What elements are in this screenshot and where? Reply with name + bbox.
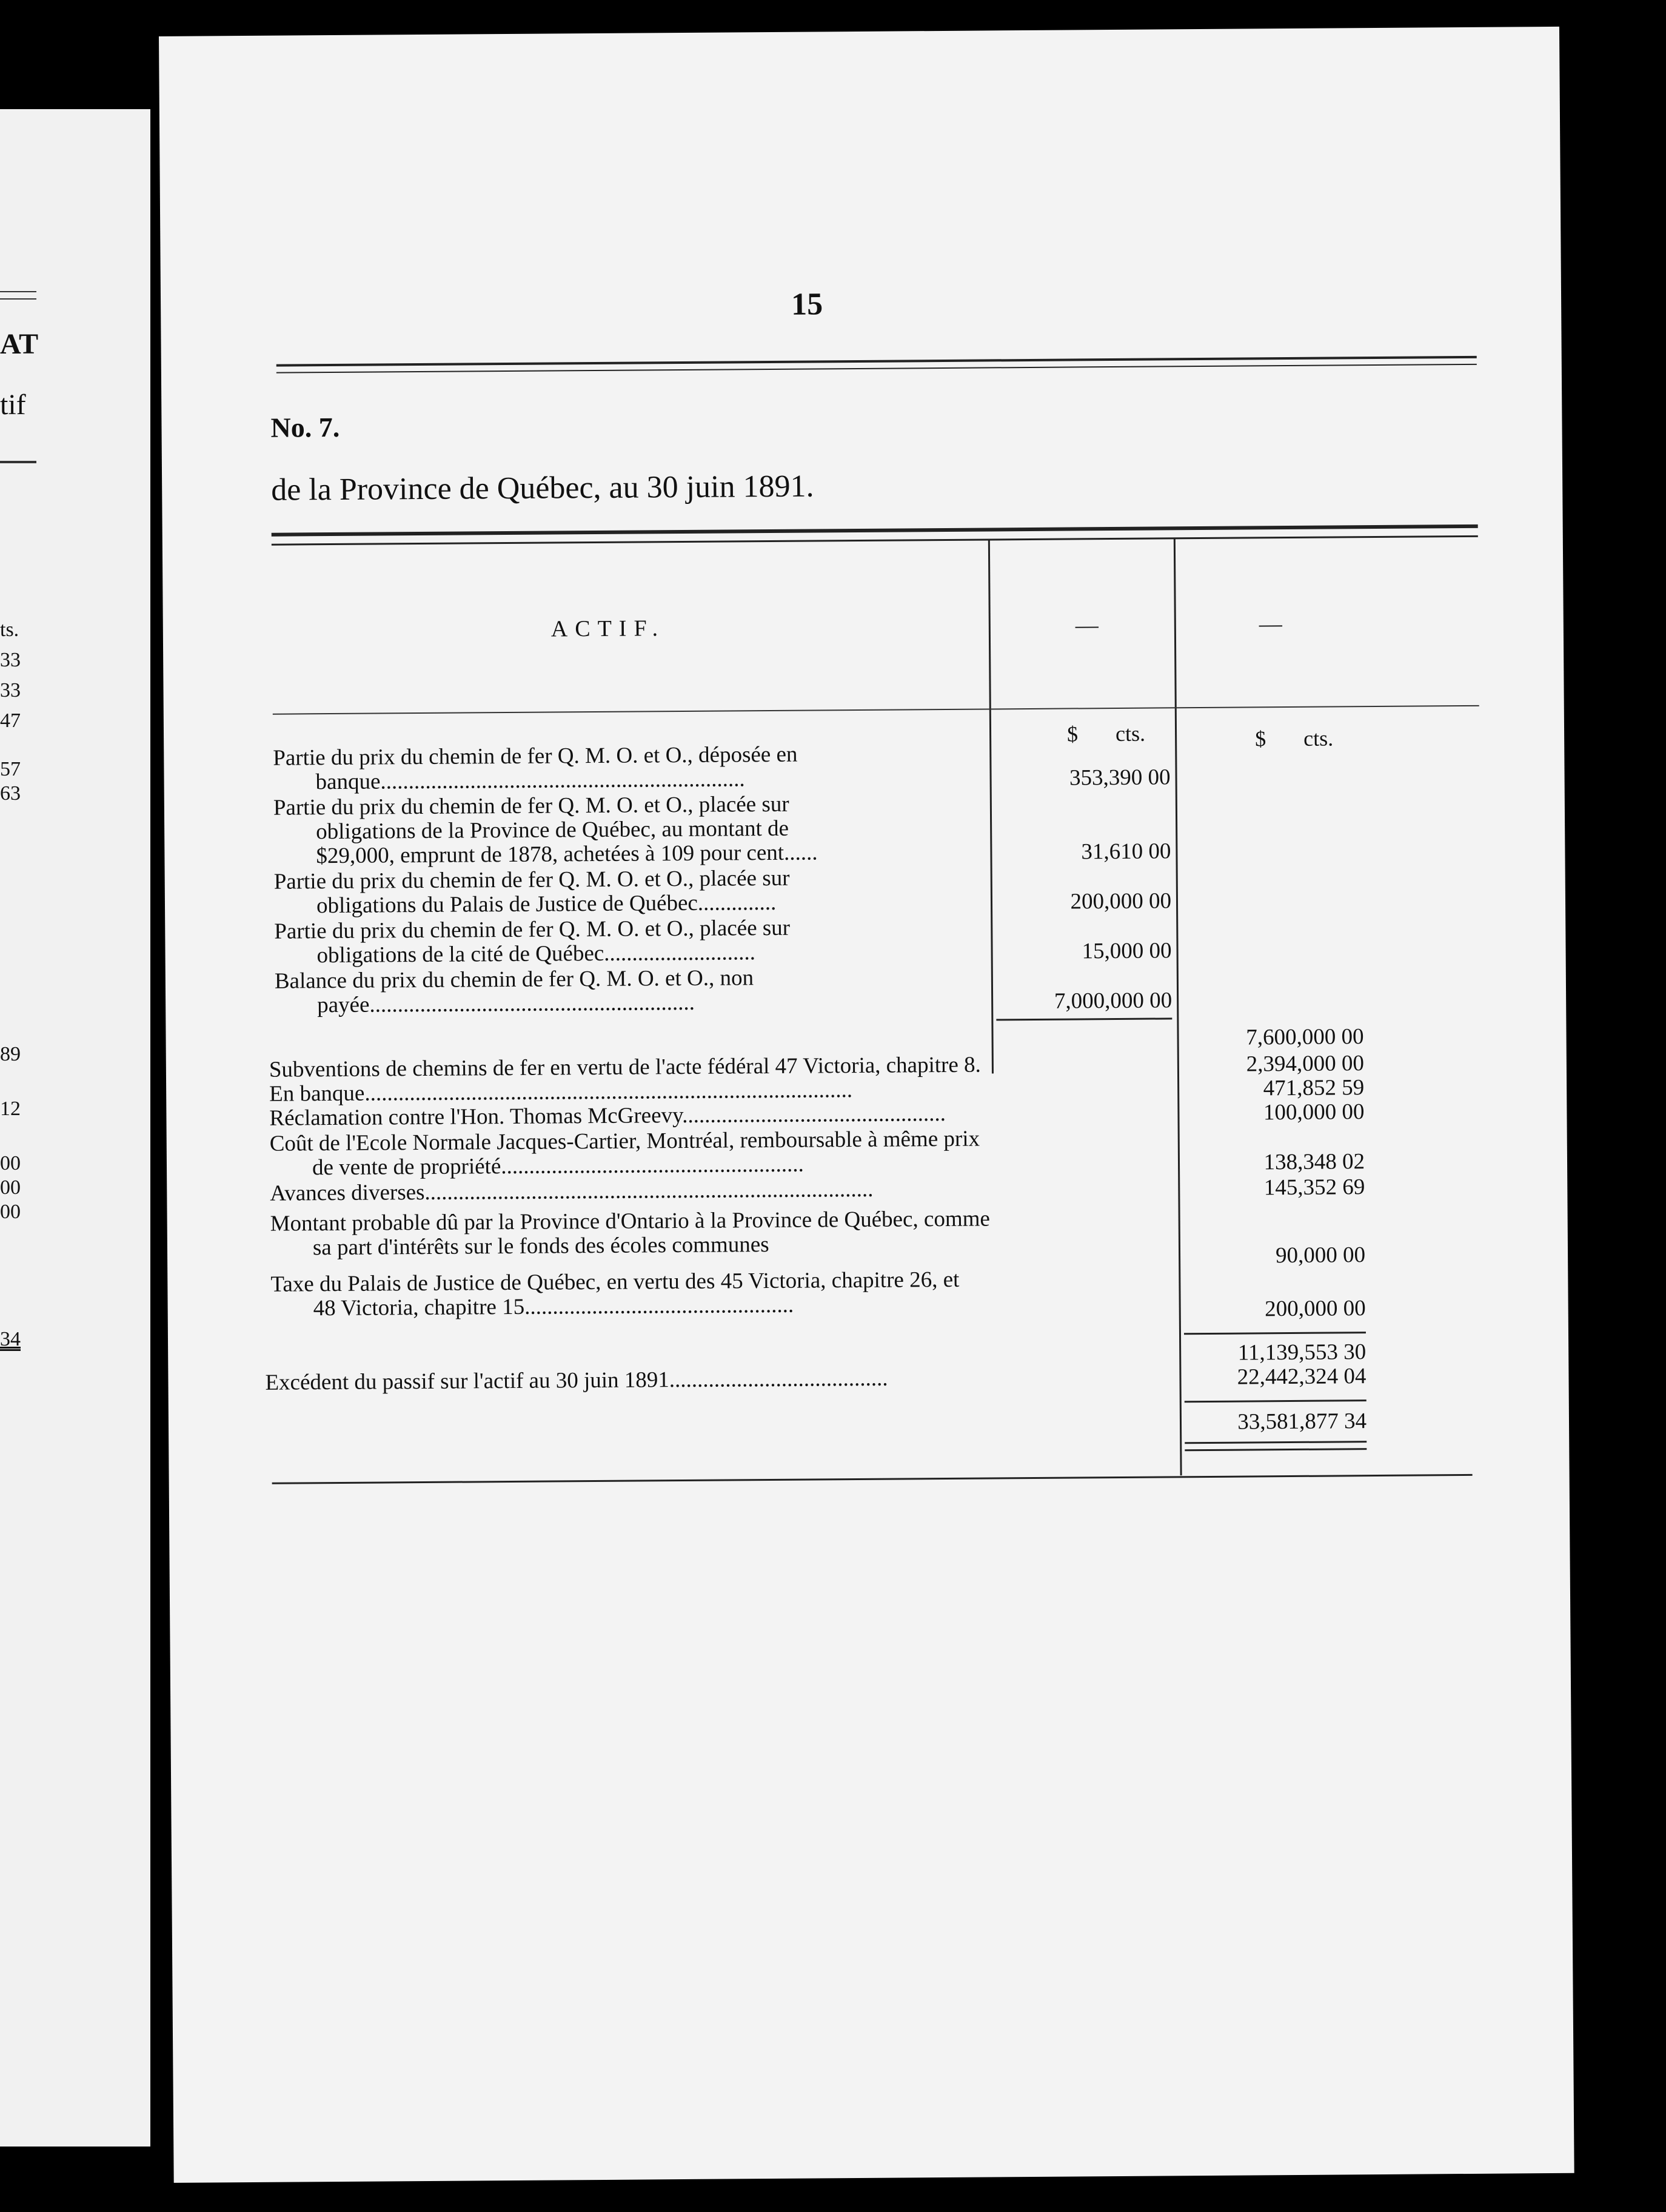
unit-dollar: $ (1066, 722, 1079, 746)
sub-amount: 200,000 00 (1070, 888, 1172, 914)
subtotal-amount: 7,600,000 00 (1246, 1024, 1364, 1050)
column-separator (1174, 538, 1182, 1475)
subtotal-rule (1184, 1332, 1366, 1335)
double-rule (1185, 1441, 1367, 1444)
total-amount: 2,394,000 00 (1246, 1051, 1365, 1077)
item-description: Taxe du Palais de Justice de Québec, en vertu des 45 Victoria, chapitre 26, et 48 Victoria, chapitre 15................................................ (270, 1267, 960, 1321)
left-number: 34 (0, 1328, 21, 1350)
left-rule (0, 461, 36, 463)
sub-amount: 7,000,000 00 (1054, 988, 1173, 1014)
item-description: Subventions de chemins de fer en vertu de l'acte fédéral 47 Victoria, chapitre 8. (269, 1052, 981, 1082)
unit-cents: cts. (1115, 721, 1146, 746)
item-description: Réclamation contre l'Hon. Thomas McGreevy............................................... (269, 1101, 946, 1131)
item-description: Partie du prix du chemin de fer Q. M. O. et O., placée sur obligations du Palais de Justice de Québec.............. (273, 865, 790, 919)
header-underline (273, 705, 1479, 715)
left-rule (0, 298, 36, 300)
item-description: Coût de l'Ecole Normale Jacques-Cartier, Montréal, remboursable à même prix de vente de propriété...................................................... (269, 1126, 980, 1181)
item-description: Partie du prix du chemin de fer Q. M. O. et O., placée sur obligations de la Province de Québec, au montant de $29,000, emprunt de 1878, achetées à 109 pour cent...... (273, 791, 818, 869)
grand-total: 33,581,877 34 (1237, 1409, 1367, 1435)
excess-amount: 22,442,324 04 (1237, 1364, 1367, 1390)
unit-dollar: $ (1254, 726, 1266, 751)
item-description: Balance du prix du chemin de fer Q. M. O. et O., non payée.......................................................... (274, 965, 754, 1018)
table-top-rule (272, 535, 1478, 546)
unit-cents: cts. (1303, 726, 1334, 751)
left-number: 89 (0, 1043, 21, 1065)
item-description: Avances diverses................................................................................ (270, 1176, 874, 1206)
column-separator (988, 540, 994, 1073)
excess-label: Excédent du passif sur l'actif au 30 juin 1891....................................... (265, 1366, 888, 1395)
document-page (159, 27, 1574, 2183)
left-fragment-text: AT (0, 328, 39, 360)
total-amount: 138,348 02 (1263, 1149, 1365, 1175)
sub-amount: 31,610 00 (1081, 839, 1171, 865)
adjacent-page-fragment (0, 109, 150, 2147)
table-bottom-rule (272, 1474, 1473, 1484)
left-fragment-text: tif (0, 389, 26, 421)
total-amount: 90,000 00 (1275, 1242, 1366, 1269)
sub-amount: 353,390 00 (1069, 765, 1171, 791)
subtotal-rule (996, 1017, 1172, 1021)
total-amount: 100,000 00 (1263, 1099, 1365, 1125)
left-number: 63 (0, 782, 21, 805)
total-amount: 471,852 59 (1263, 1075, 1365, 1101)
left-number: 00 (0, 1201, 21, 1223)
left-number: 00 (0, 1176, 21, 1199)
total-amount: 145,352 69 (1263, 1175, 1365, 1201)
subtotal-amount: 11,139,553 30 (1237, 1339, 1367, 1366)
table-top-rule (272, 525, 1478, 537)
column-header-dash: — (1075, 612, 1099, 638)
item-description: Montant probable dû par la Province d'Ontario à la Province de Québec, comme sa part d'intérêts sur le fonds des écoles communes (270, 1206, 990, 1261)
item-description: En banque....................................................................................... (269, 1078, 853, 1107)
left-number: ts. (0, 618, 19, 641)
item-description: Partie du prix du chemin de fer Q. M. O. et O., placée sur obligations de la cité de Québec........................... (274, 915, 791, 968)
table-number: No. 7. (270, 411, 340, 443)
item-description: Partie du prix du chemin de fer Q. M. O. et O., déposée en banque................................................................. (273, 742, 798, 795)
left-number: 57 (0, 758, 21, 780)
left-rule (0, 291, 36, 292)
left-number: 33 (0, 649, 21, 671)
double-rule (1185, 1448, 1367, 1451)
left-number: 12 (0, 1098, 21, 1120)
section-heading: ACTIF. (550, 615, 666, 642)
sub-amount: 15,000 00 (1082, 938, 1172, 964)
left-number: 33 (0, 679, 21, 702)
column-header-dash: — (1259, 611, 1282, 637)
left-number: 47 (0, 709, 21, 732)
total-rule (1185, 1399, 1367, 1403)
table-title: de la Province de Québec, au 30 juin 1891. (271, 469, 814, 508)
page-number: 15 (791, 287, 823, 322)
left-number: 00 (0, 1152, 21, 1175)
total-amount: 200,000 00 (1265, 1296, 1366, 1322)
